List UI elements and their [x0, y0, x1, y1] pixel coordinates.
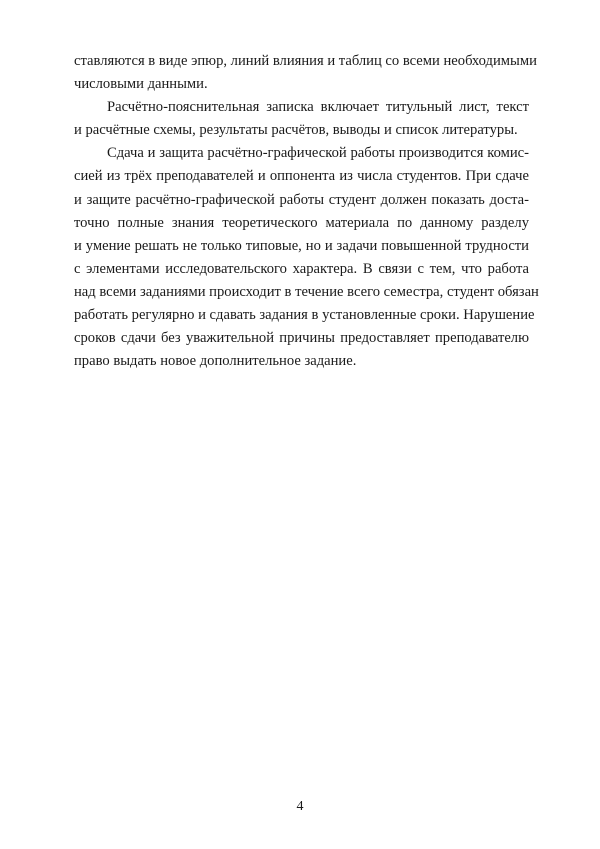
paragraph-continuation	[74, 50, 537, 96]
paragraph-submission-defense	[74, 142, 539, 373]
text-line: сией из трёх преподавателей и оппонента из числа студентов. При сдаче	[74, 168, 529, 185]
text-line: точно полные знания теоретического материала по данному разделу	[74, 214, 529, 231]
text-line: ставляются в виде эпюр, линий влияния и таблиц со всеми необходимыми	[74, 53, 537, 69]
text-line: с элементами исследовательского характера. В связи с тем, что работа	[74, 260, 529, 277]
text-line: работать регулярно и сдавать задания в установленные сроки. Нарушение	[74, 307, 535, 324]
text-line: и умение решать не только типовые, но и задачи повышенной трудности	[74, 237, 529, 254]
text-line: сроков сдачи без уважительной причины предоставляет преподавателю	[74, 330, 529, 347]
text-line: право выдать новое дополнительное задание.	[74, 353, 357, 370]
text-line: над всеми заданиями происходит в течение всего семестра, студент обязан	[74, 283, 539, 300]
body-text	[74, 50, 539, 373]
text-line: Сдача и защита расчётно-графической работы производится комис-	[107, 145, 529, 162]
text-line: Расчётно-пояснительная записка включает титульный лист, текст	[107, 99, 529, 116]
text-line: и защите расчётно-графической работы студент должен показать доста-	[74, 191, 529, 208]
paragraph-explanatory-note	[74, 96, 529, 142]
page-number: 4	[296, 799, 304, 814]
text-line: числовыми данными.	[74, 76, 208, 93]
text-line: и расчётные схемы, результаты расчётов, выводы и список литературы.	[74, 122, 518, 139]
